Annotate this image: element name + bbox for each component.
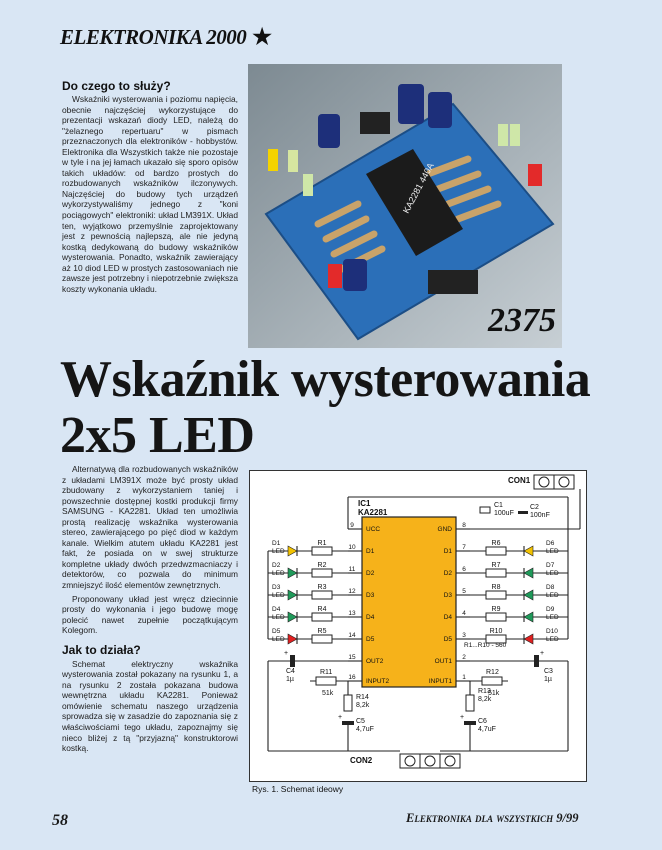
- ic-pin-number-left: 12: [348, 588, 356, 595]
- resistor-label-left: R2: [317, 562, 327, 569]
- ic-pin-number-left: 13: [348, 610, 356, 617]
- c6-plus: +: [460, 714, 465, 721]
- led-word-left: LED: [272, 570, 285, 577]
- ic-pin-label-right: GND: [437, 526, 452, 533]
- ic-pin-label-right: D2: [443, 570, 452, 577]
- magazine-logo: [60, 24, 272, 50]
- c2-value: 100nF: [530, 512, 550, 519]
- ic-pin-number-right: 3: [462, 632, 466, 639]
- ic-pin-number-right: 6: [462, 566, 466, 573]
- c3-label: C3: [544, 668, 553, 675]
- body-paragraph: Schemat elektryczny wskaźnika wysterowania został pokazany na rysunku 1, a na rysunku 2 została pokazana budowa wewnętrzna układu KA2281. Ponieważ omówienie schematu naszego urządzenia sprowadza się w zasadzie do zapoznania się z właściwościami tego układu, zapoznajmy się nieco bliżej z tą "przyjazną" konstruktorowi kostką.: [62, 658, 238, 754]
- intro-paragraph: Wskaźniki wysterowania i poziomu napięcia, obecnie najczęściej wykorzystujące do prezentacji wskazań diody LED, należą do "żelaznego repertuaru" w pismach przeznaczonych dla elektroników - hobbystów. Elektronika dla Wszystkich także nie pozostaje w tyle i na jej łamach ukazało się sporo opisów takich układów: od bardzo prostych do rozbudowanych wskaźników ilczonywych. Najczęściej do budowy tych urządzeń wykorzystywaliśmy jednego z "koni pociągowych" elektroniki: układ LM391X. Układ ten, wyjątkowo przemyślnie zaprojektowany jest z pewnością najlepszą, ale nie jedyną kostką dedykowaną do budowy wskaźników wysterowania. Ponadto, wskaźnik zawierający aż 10 diod LED w prostych zastosowaniach nie zawsze jest potrzebny i niepotrzebnie zwiększa koszty wykonania układu.: [62, 94, 238, 294]
- ic-pin-label-left: OUT2: [366, 658, 384, 665]
- c6-label: C6: [478, 718, 487, 725]
- ic-pin-label-left: D2: [366, 570, 375, 577]
- ic-pin-number-right: 1: [462, 674, 466, 681]
- led-word-left: LED: [272, 548, 285, 555]
- led-word-left: LED: [272, 636, 285, 643]
- intro-heading: Do czego to służy?: [62, 79, 171, 93]
- resistor-right: [486, 569, 506, 577]
- ic-pin-label-right: INPUT1: [428, 678, 452, 685]
- ic-pin-label-left: INPUT2: [366, 678, 390, 685]
- c6-symbol: [464, 721, 476, 725]
- c5-plus: +: [338, 714, 343, 721]
- ic-pin-label-right: D5: [443, 636, 452, 643]
- resistor-label-left: R5: [317, 628, 327, 635]
- led-label-left: D2: [272, 562, 281, 569]
- resistor-label-right: R10: [489, 628, 503, 635]
- r12-value: 51k: [488, 690, 500, 697]
- resistor-label-right: R7: [491, 562, 501, 569]
- schematic-diagram: [250, 471, 586, 781]
- led-label-right: D9: [546, 606, 555, 613]
- ic-pin-label-right: D3: [443, 592, 452, 599]
- led-left: [288, 634, 297, 644]
- c2-symbol: [518, 511, 528, 514]
- resistor-right: [486, 613, 506, 621]
- article-title: [60, 352, 600, 464]
- chip-marking: KA2281 440A: [400, 161, 436, 215]
- led-label-right: D8: [546, 584, 555, 591]
- schematic-figure: [249, 470, 587, 782]
- led-word-left: LED: [272, 614, 285, 621]
- r13-value: 8,2k: [478, 696, 492, 703]
- led-label-right: D7: [546, 562, 555, 569]
- led-right: [524, 546, 533, 556]
- section-heading-how: Jak to działa?: [62, 642, 141, 657]
- resistor-label-left: R1: [317, 540, 327, 547]
- resistor-left: [312, 613, 332, 621]
- ic-pin-number-left: 9: [350, 522, 354, 529]
- led-right: [524, 568, 533, 578]
- led-left: [288, 546, 297, 556]
- footer-magazine-name: Elektronika dla wszystkich: [406, 811, 554, 825]
- ic-name: IC1: [358, 499, 371, 508]
- led-right: [524, 590, 533, 600]
- resistor-right: [486, 591, 506, 599]
- ic-pin-number-left: 10: [348, 544, 356, 551]
- led-word-right: LED: [546, 570, 559, 577]
- resistor-right: [486, 547, 506, 555]
- led-left: [288, 568, 297, 578]
- resistor-label-left: R4: [317, 606, 327, 613]
- ic-pin-number-left: 11: [348, 566, 356, 573]
- ic-pin-number-left: 16: [348, 674, 356, 681]
- led-label-left: D5: [272, 628, 281, 635]
- ic-pin-number-left: 15: [348, 654, 356, 661]
- r12-label: R12: [486, 669, 499, 676]
- pcb-photo: [248, 64, 562, 348]
- led-label-right: D10: [546, 628, 558, 635]
- ic-pin-label-left: UCC: [366, 526, 381, 533]
- ic-pin-number-right: 8: [462, 522, 466, 529]
- footer-magazine: [406, 811, 578, 826]
- ic-pin-label-right: OUT1: [434, 658, 452, 665]
- con1-label: CON1: [508, 476, 531, 485]
- led-label-left: D3: [272, 584, 281, 591]
- ic-pin-label-right: D4: [443, 614, 452, 621]
- c2-label: C2: [530, 504, 539, 511]
- resistor-left: [312, 635, 332, 643]
- ic-pin-number-right: 7: [462, 544, 466, 551]
- c3-symbol: [534, 655, 539, 667]
- r14-symbol: [344, 695, 352, 711]
- r11-value: 51k: [322, 690, 334, 697]
- led-left: [288, 590, 297, 600]
- resistor-label-left: R3: [317, 584, 327, 591]
- led-word-right: LED: [546, 636, 559, 643]
- resistor-left: [312, 547, 332, 555]
- resistor-label-right: R8: [491, 584, 501, 591]
- c6-value: 4,7uF: [478, 726, 496, 733]
- r11-label: R11: [320, 669, 333, 676]
- c4-value: 1µ: [286, 676, 294, 683]
- resistor-left: [312, 569, 332, 577]
- ic-pin-label-left: D3: [366, 592, 375, 599]
- r12-symbol: [482, 677, 502, 685]
- c1-label: C1: [494, 502, 503, 509]
- c3-plus: +: [540, 650, 545, 657]
- led-word-right: LED: [546, 592, 559, 599]
- resistor-label-right: R9: [491, 606, 501, 613]
- c4-plus: +: [284, 650, 289, 657]
- r13-symbol: [466, 695, 474, 711]
- logo-text: ELEKTRONIKA 2000: [60, 25, 247, 49]
- ic-pin-number-right: 4: [462, 610, 466, 617]
- resistor-label-right: R6: [491, 540, 501, 547]
- r11-symbol: [316, 677, 336, 685]
- led-word-left: LED: [272, 592, 285, 599]
- ic-pin-label-left: D1: [366, 548, 375, 555]
- c4-label: C4: [286, 668, 295, 675]
- c5-symbol: [342, 721, 354, 725]
- led-word-right: LED: [546, 548, 559, 555]
- title-line-2: 2x5 LED: [60, 407, 255, 464]
- c5-value: 4,7uF: [356, 726, 374, 733]
- page-number: 58: [52, 812, 68, 829]
- ic-pin-label-left: D4: [366, 614, 375, 621]
- title-line-1: Wskaźnik wysterowania: [60, 351, 591, 408]
- r14-label: R14: [356, 694, 369, 701]
- c1-symbol: [480, 507, 490, 513]
- con2-label: CON2: [350, 756, 373, 765]
- r14-value: 8,2k: [356, 702, 370, 709]
- ic-pin-number-right: 5: [462, 588, 466, 595]
- c4-symbol: [290, 655, 295, 667]
- body-paragraph: Alternatywą dla rozbudowanych wskaźników z układami LM391X może być prosty układ zbudowany z wykorzystaniem taniej i powszechnie dostępnej kostki produkcji firmy SAMSUNG - KA2281. Układ ten umożliwia prostą realizację wskaźnika wysterowania stereo, zawierającego po pięć diod w każdym kanale. Wielkim atutem układu KA2281 jest fakt, że posiada on w swej strukturze kompletne układy dwóch przedwzmacniaczy i detektorów, co pozwala do minimum zmniejszyć ilość elementów zewnętrznych.: [62, 464, 238, 591]
- r13-label: R13: [478, 688, 491, 695]
- body-paragraph: Proponowany układ jest wręcz dziecinnie prosty do wykonania i jego budowę mogę polecić nawet zupełnie początkującym Kolegom.: [62, 593, 238, 636]
- c3-value: 1µ: [544, 676, 552, 683]
- led-label-left: D4: [272, 606, 281, 613]
- c1-value: 100uF: [494, 510, 514, 517]
- resistor-value-note: R1...R10 - 560: [464, 642, 507, 649]
- footer-issue: 9/99: [556, 811, 579, 825]
- led-word-right: LED: [546, 614, 559, 621]
- intro-column: [62, 94, 238, 294]
- ic-part: KA2281: [358, 508, 388, 517]
- ic-pin-number-left: 14: [348, 632, 356, 639]
- resistor-left: [312, 591, 332, 599]
- led-label-right: D6: [546, 540, 555, 547]
- ic-pin-label-right: D1: [443, 548, 452, 555]
- led-label-left: D1: [272, 540, 281, 547]
- project-number: 2375: [488, 302, 556, 339]
- led-right: [524, 634, 533, 644]
- body-column: [62, 464, 238, 754]
- led-right: [524, 612, 533, 622]
- figure-caption: Rys. 1. Schemat ideowy: [252, 784, 344, 794]
- star-icon: ★: [252, 24, 272, 49]
- ic-pin-number-right: 2: [462, 654, 466, 661]
- c5-label: C5: [356, 718, 365, 725]
- ic-pin-label-left: D5: [366, 636, 375, 643]
- led-left: [288, 612, 297, 622]
